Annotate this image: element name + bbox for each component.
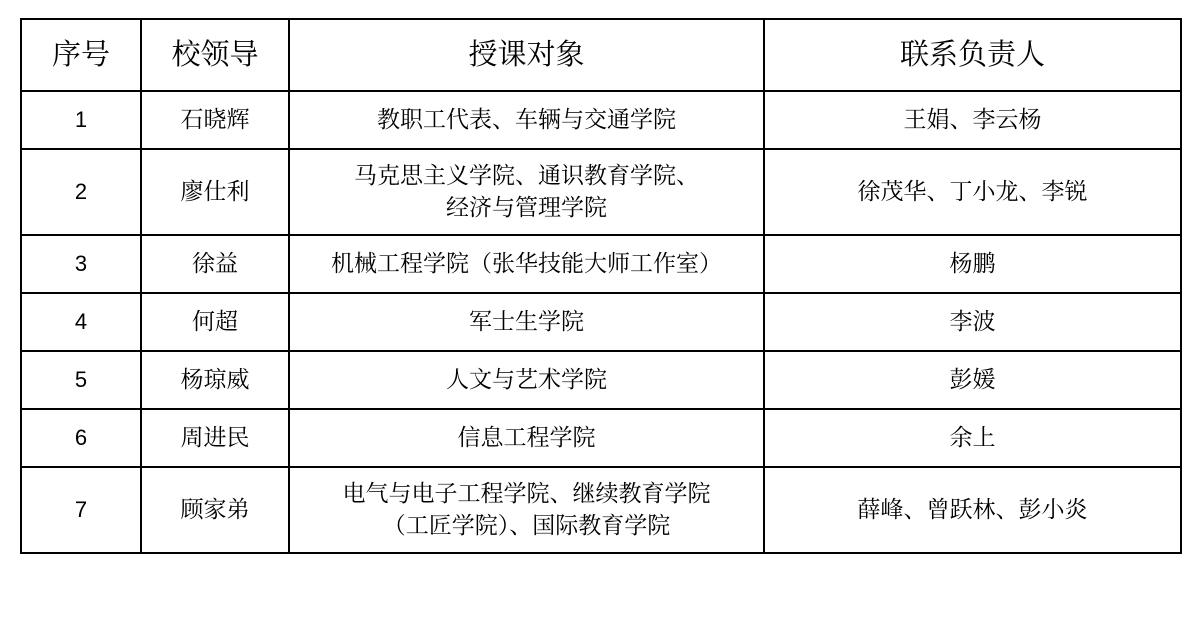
table-row [21, 235, 1181, 293]
column-header-index: 序号 [21, 19, 141, 91]
cell-contact-line: 彭媛 [949, 366, 996, 393]
cell-audience [289, 467, 764, 553]
cell-contact-line: 王娟、李云杨 [903, 106, 1042, 133]
cell-index: 3 [21, 235, 141, 293]
cell-index: 5 [21, 351, 141, 409]
cell-contact-line: 李波 [949, 308, 996, 335]
table-row [21, 351, 1181, 409]
cell-contact-line: 余上 [949, 424, 996, 451]
table-header [21, 19, 1181, 91]
table-row [21, 409, 1181, 467]
cell-contact [764, 293, 1181, 351]
cell-audience-line: 机械工程学院（张华技能大师工作室） [331, 250, 722, 277]
cell-contact-line: 薛峰、曾跃林、彭小炎 [857, 496, 1088, 523]
cell-audience-line: 教职工代表、车辆与交通学院 [377, 106, 676, 133]
cell-audience-line: 军士生学院 [469, 308, 584, 335]
cell-index: 4 [21, 293, 141, 351]
cell-leader: 廖仕利 [141, 149, 289, 235]
cell-audience-line: （工匠学院）、国际教育学院 [382, 512, 671, 538]
column-header-contact: 联系负责人 [764, 19, 1181, 91]
cell-audience [289, 293, 764, 351]
cell-index: 7 [21, 467, 141, 553]
cell-index: 6 [21, 409, 141, 467]
cell-audience [289, 235, 764, 293]
table-row [21, 149, 1181, 235]
cell-audience [289, 351, 764, 409]
cell-leader: 徐益 [141, 235, 289, 293]
table-row [21, 467, 1181, 553]
cell-contact [764, 351, 1181, 409]
cell-contact [764, 235, 1181, 293]
cell-audience [289, 149, 764, 235]
cell-audience-line: 信息工程学院 [457, 424, 596, 451]
table-header-row [21, 19, 1181, 91]
cell-contact-line: 杨鹏 [949, 250, 996, 277]
cell-contact-line: 徐茂华、丁小龙、李锐 [857, 178, 1088, 205]
cell-index: 1 [21, 91, 141, 149]
cell-audience [289, 409, 764, 467]
cell-index: 2 [21, 149, 141, 235]
cell-audience [289, 91, 764, 149]
column-header-audience: 授课对象 [289, 19, 764, 91]
cell-contact [764, 467, 1181, 553]
cell-audience-line: 人文与艺术学院 [446, 366, 607, 393]
cell-leader: 何超 [141, 293, 289, 351]
cell-leader: 石晓辉 [141, 91, 289, 149]
cell-audience-line: 电气与电子工程学院、继续教育学院 [342, 480, 711, 507]
cell-leader: 顾家弟 [141, 467, 289, 553]
cell-contact [764, 149, 1181, 235]
table-row [21, 91, 1181, 149]
table-body [21, 91, 1181, 553]
cell-contact [764, 91, 1181, 149]
cell-leader: 杨琼威 [141, 351, 289, 409]
table-row [21, 293, 1181, 351]
cell-leader: 周进民 [141, 409, 289, 467]
column-header-leader: 校领导 [141, 19, 289, 91]
schedule-table [20, 18, 1182, 554]
cell-audience-line: 马克思主义学院、通识教育学院、 [354, 162, 699, 189]
cell-contact [764, 409, 1181, 467]
cell-audience-line: 经济与管理学院 [446, 194, 607, 220]
